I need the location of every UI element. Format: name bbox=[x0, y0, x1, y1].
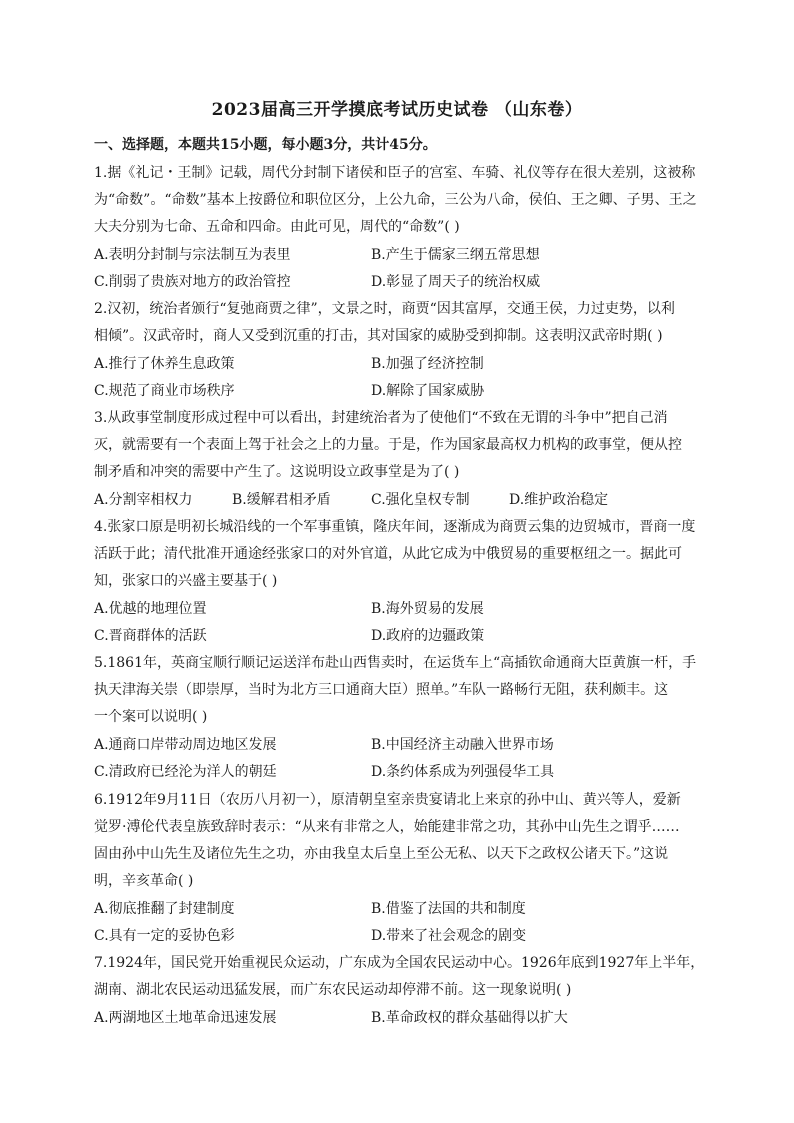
question-text-line: 2.汉初，统治者颁行“复弛商贾之律”，文景之时，商贾“因其富厚，交通王侯，力过吏势，以利 bbox=[94, 301, 675, 317]
question-text-line: 3.从政事堂制度形成过程中可以看出，封建统治者为了使他们“不致在无谓的斗争中”把自己消 bbox=[94, 410, 668, 426]
option-b: B.中国经济主动融入世界市场 bbox=[371, 737, 554, 753]
question-text-line: 4.张家口原是明初长城沿线的一个军事重镇，隆庆年间，逐渐成为商贾云集的边贸城市，晋商一度 bbox=[94, 519, 696, 535]
question-text-line: 固由孙中山先生及诸位先生之功，亦由我皇太后皇上至公无私、以天下之政权公诸天下。”这说 bbox=[94, 846, 669, 862]
option-a: A.优越的地理位置 bbox=[94, 601, 207, 617]
question-text-line: 制矛盾和冲突的需要中产生了。这说明设立政事堂是为了( ) bbox=[94, 464, 460, 480]
option-b: B.缓解君相矛盾 bbox=[232, 492, 331, 508]
exam-title: 2023届高三开学摸底考试历史试卷 （山东卷） bbox=[211, 100, 583, 120]
option-a: A.分割宰相权力 bbox=[94, 492, 193, 508]
option-d: D.带来了社会观念的剧变 bbox=[371, 928, 527, 944]
option-c: C.强化皇权专制 bbox=[371, 492, 470, 508]
question-text-line: 6.1912年9月11日（农历八月初一），原清朝皇室亲贵宴请北上来京的孙中山、黄兴等人，爱新 bbox=[94, 792, 681, 808]
question-text-line: 执天津海关崇（即崇厚，当时为北方三口通商大臣）照单。”车队一路畅行无阻，获利颇丰。这 bbox=[94, 682, 669, 698]
question-text-line: 灭，就需要有一个表面上驾于社会之上的力量。于是，作为国家最高权力机构的政事堂，便从控 bbox=[94, 437, 682, 453]
option-c: C.具有一定的妥协色彩 bbox=[94, 928, 235, 944]
question-text-line: 觉罗·溥伦代表皇族致辞时表示：“从来有非常之人，始能建非常之功，其孙中山先生之谓乎…… bbox=[94, 819, 680, 835]
question-text-line: 明，辛亥革命( ) bbox=[94, 873, 194, 889]
option-d: D.政府的边疆政策 bbox=[371, 628, 485, 644]
question-text-line: 7.1924年，国民党开始重视民众运动，广东成为全国农民运动中心。1926年底到1927年上半年， bbox=[94, 955, 705, 971]
option-d: D.彰显了周天子的统治权威 bbox=[371, 274, 541, 290]
question-text-line: 活跃于此；清代批准开通途经张家口的对外官道，从此它成为中俄贸易的重要枢纽之一。据此可 bbox=[94, 546, 682, 562]
option-d: D.条约体系成为列强侵华工具 bbox=[371, 764, 555, 780]
option-a: A.推行了休养生息政策 bbox=[94, 356, 235, 372]
question-text-line: 为“命数”。“命数”基本上按爵位和职位区分，上公九命，三公为八命，侯伯、王之卿、子男、王之 bbox=[94, 192, 697, 208]
question-text-line: 一个案可以说明( ) bbox=[94, 709, 208, 725]
option-b: B.加强了经济控制 bbox=[371, 356, 484, 372]
option-c: C.削弱了贵族对地方的政治管控 bbox=[94, 274, 291, 290]
option-b: B.革命政权的群众基础得以扩大 bbox=[371, 1010, 568, 1026]
option-b: B.海外贸易的发展 bbox=[371, 601, 484, 617]
question-text-line: 大夫分别为七命、五命和四命。由此可见，周代的“命数”( ) bbox=[94, 219, 460, 235]
option-a: A.表明分封制与宗法制互为表里 bbox=[94, 247, 291, 263]
question-text-line: 相倾”。汉武帝时，商人又受到沉重的打击，其对国家的威胁受到抑制。这表明汉武帝时期( ) bbox=[94, 328, 663, 344]
section-heading: 一、选择题，本题共15小题，每小题3分，共计45分。 bbox=[94, 137, 437, 153]
option-b: B.产生于儒家三纲五常思想 bbox=[371, 247, 540, 263]
option-a: A.彻底推翻了封建制度 bbox=[94, 901, 235, 917]
option-c: C.晋商群体的活跃 bbox=[94, 628, 207, 644]
option-c: C.清政府已经沦为洋人的朝廷 bbox=[94, 764, 277, 780]
question-text-line: 知，张家口的兴盛主要基于( ) bbox=[94, 573, 278, 589]
option-d: D.维护政治稳定 bbox=[509, 492, 609, 508]
option-a: A.通商口岸带动周边地区发展 bbox=[94, 737, 277, 753]
question-text-line: 5.1861年，英商宝顺行顺记运送洋布赴山西售卖时，在运货车上“高插钦命通商大臣黄旗一杆，手 bbox=[94, 655, 697, 671]
question-text-line: 1.据《礼记・王制》记载，周代分封制下诸侯和臣子的宫室、车骑、礼仪等存在很大差别，这被称 bbox=[94, 165, 696, 181]
option-a: A.两湖地区土地革命迅速发展 bbox=[94, 1010, 277, 1026]
question-text-line: 湖南、湖北农民运动迅猛发展，而广东农民运动却停滞不前。这一现象说明( ) bbox=[94, 982, 572, 998]
option-c: C.规范了商业市场秩序 bbox=[94, 383, 235, 399]
option-d: D.解除了国家威胁 bbox=[371, 383, 485, 399]
option-b: B.借鉴了法国的共和制度 bbox=[371, 901, 526, 917]
